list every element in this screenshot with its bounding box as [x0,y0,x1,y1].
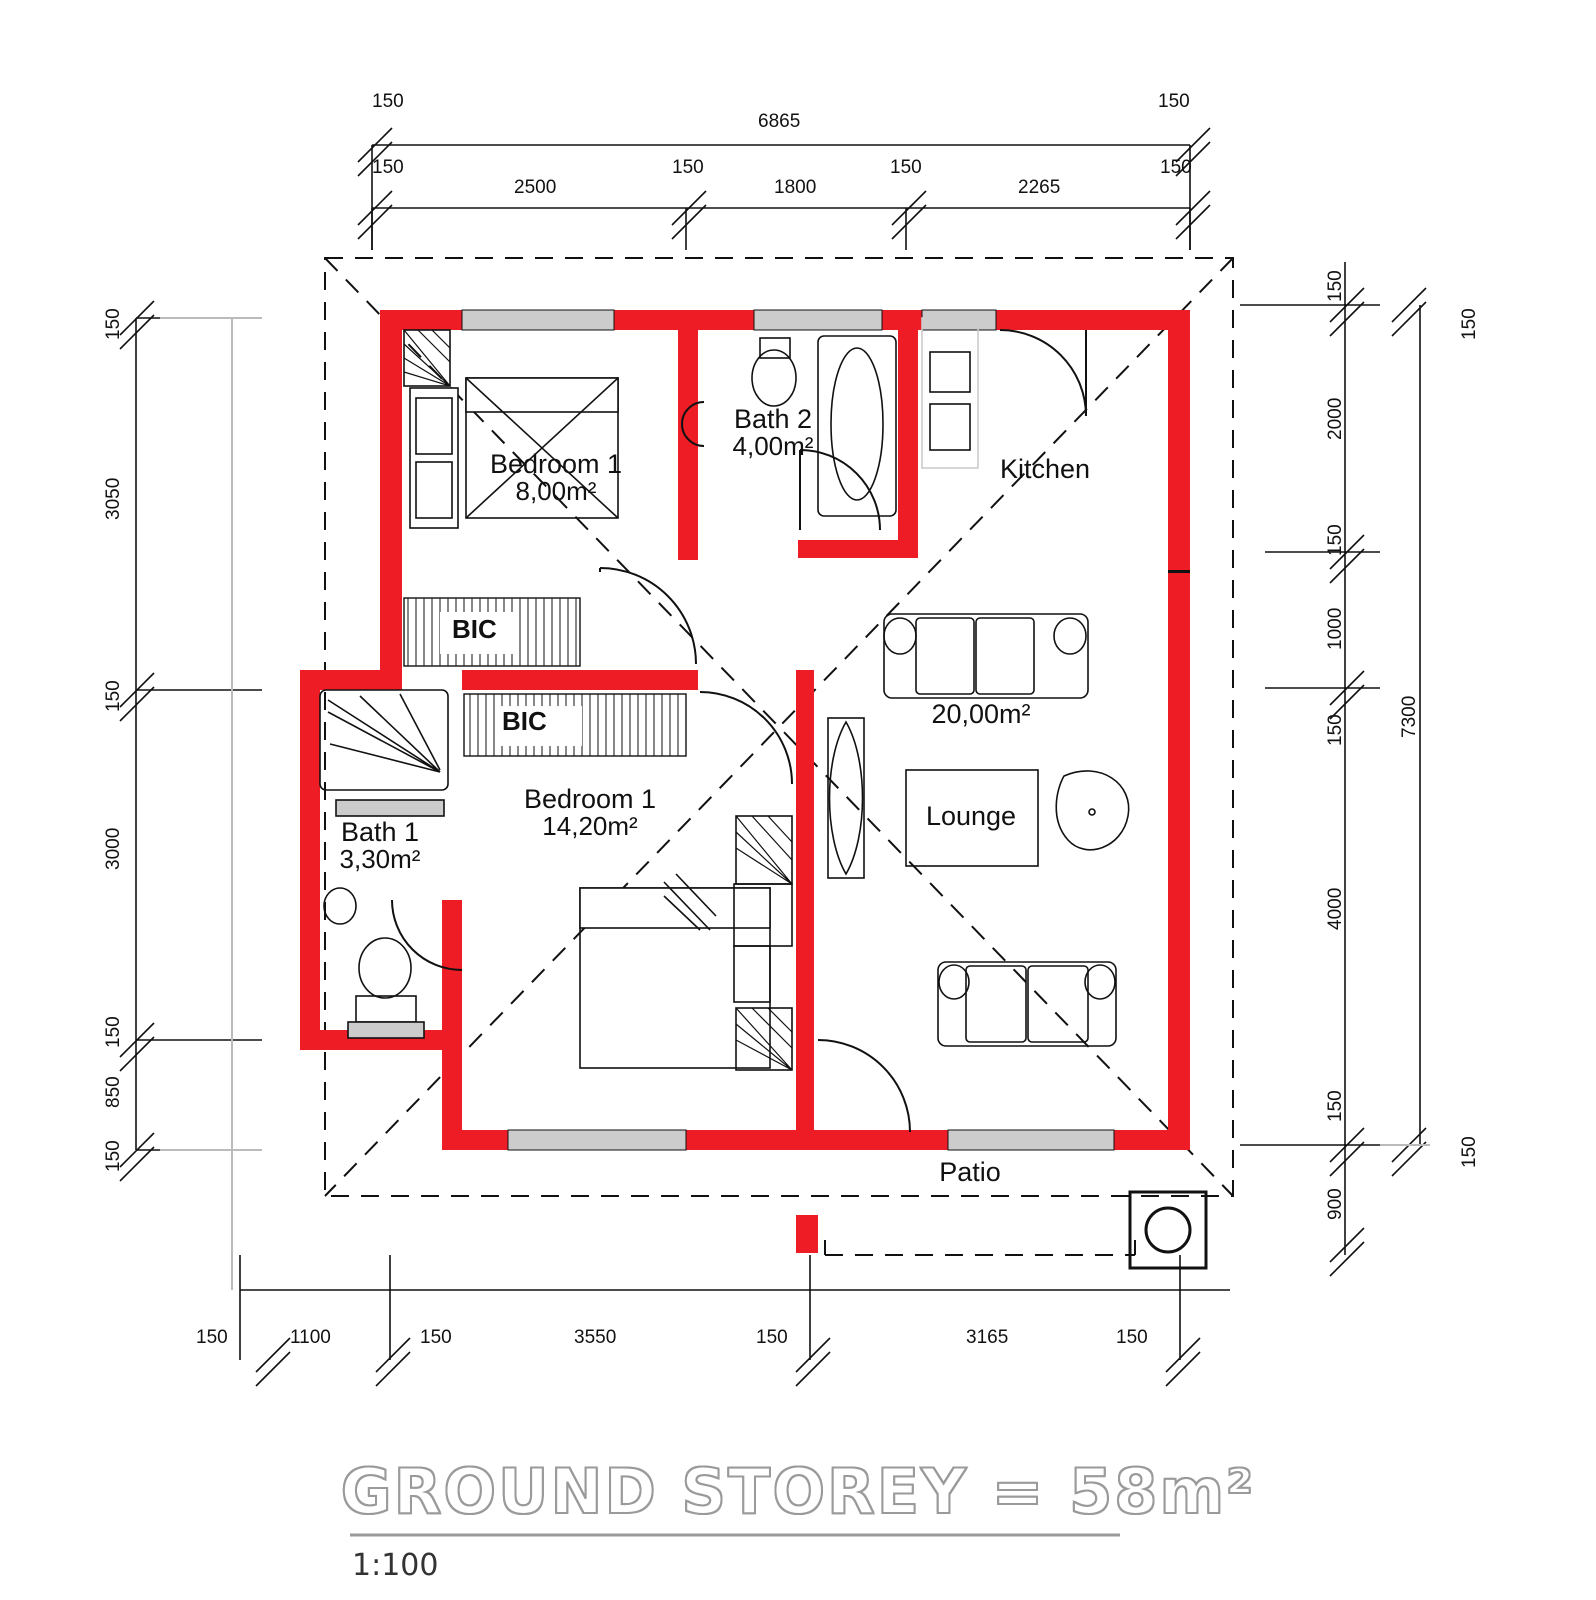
room-area: 20,00m² [931,699,1031,729]
dim-right-inner-7: 900 [1325,1188,1346,1220]
dim-top-inner-5: 2265 [1018,177,1061,198]
dim-bottom-4: 150 [756,1327,788,1348]
dim-top-inner-0: 150 [372,157,404,178]
dim-right-inner-6: 150 [1325,1090,1346,1122]
dim-bottom-5: 3165 [966,1327,1009,1348]
manhole-symbol [1130,1192,1206,1268]
closet-label-bic-lower: BIC [502,706,547,736]
room-name: Bath 2 [733,404,813,434]
dimension-lines-left [120,301,262,1181]
dim-right-inner-0: 150 [1325,270,1346,302]
room-name: Kitchen [999,454,1091,484]
dim-right-inner-3: 1000 [1325,607,1346,650]
closet-label-bic-upper: BIC [452,614,497,644]
dim-bottom-1: 1100 [290,1327,331,1348]
dim-left-6: 150 [103,1140,124,1172]
dim-top-inner-3: 1800 [774,177,817,198]
room-area: 3,30m² [339,844,421,875]
dim-right-inner-5: 4000 [1325,887,1346,930]
dim-right-outer-0: 150 [1459,308,1480,340]
room-name: Patio [939,1157,1001,1187]
dim-bottom-3: 3550 [574,1327,617,1348]
room-name: Bath 1 [340,817,420,847]
dimension-lines-bottom [240,1255,1230,1386]
dim-left-3: 3000 [103,827,124,870]
room-label-bedroom-1-lower [500,785,680,841]
dim-right-inner-4: 150 [1325,714,1346,746]
dim-right-outer-2: 150 [1459,1136,1480,1168]
drawing-title: GROUND STOREY = 58m² [340,1455,1256,1528]
room-name: Lounge [925,801,1017,831]
dim-right-inner-2: 150 [1325,524,1346,556]
room-area: 8,00m² [515,476,597,507]
drawing-scale: 1:100 [352,1548,439,1583]
dim-top-inner-2: 150 [672,157,704,178]
room-area: 4,00m² [732,431,814,462]
furniture-bedroom1-lower [580,816,792,1070]
dim-top-outer-0: 150 [372,91,404,112]
room-label-bath-2 [718,405,828,461]
drawing-title-block [0,1455,1596,1528]
dim-left-4: 150 [103,1016,124,1048]
dim-left-2: 150 [103,680,124,712]
dim-top-outer-1: 6865 [758,111,801,132]
room-area-lounge [916,700,1046,728]
dim-top-inner-6: 150 [1160,157,1192,178]
dim-left-1: 3050 [103,477,124,520]
dim-bottom-0: 150 [196,1327,228,1348]
room-label-kitchen [990,455,1100,483]
dim-bottom-6: 150 [1116,1327,1148,1348]
dim-right-outer-1: 7300 [1399,695,1420,738]
dim-right-inner-1: 2000 [1325,397,1346,440]
room-area: 14,20m² [542,811,638,842]
dim-left-5: 850 [103,1076,124,1108]
dim-top-outer-2: 150 [1158,91,1190,112]
room-label-lounge [916,802,1026,830]
room-label-bath-1 [320,818,440,874]
dim-top-inner-1: 2500 [514,177,557,198]
dim-bottom-2: 150 [420,1327,452,1348]
room-name: Bedroom 1 [489,449,623,479]
closet-bic-lower [464,694,686,756]
room-label-patio [925,1158,1015,1186]
room-label-bedroom-1-top [476,450,636,506]
room-name: Bedroom 1 [523,784,657,814]
dim-top-inner-4: 150 [890,157,922,178]
dim-left-0: 150 [103,308,124,340]
